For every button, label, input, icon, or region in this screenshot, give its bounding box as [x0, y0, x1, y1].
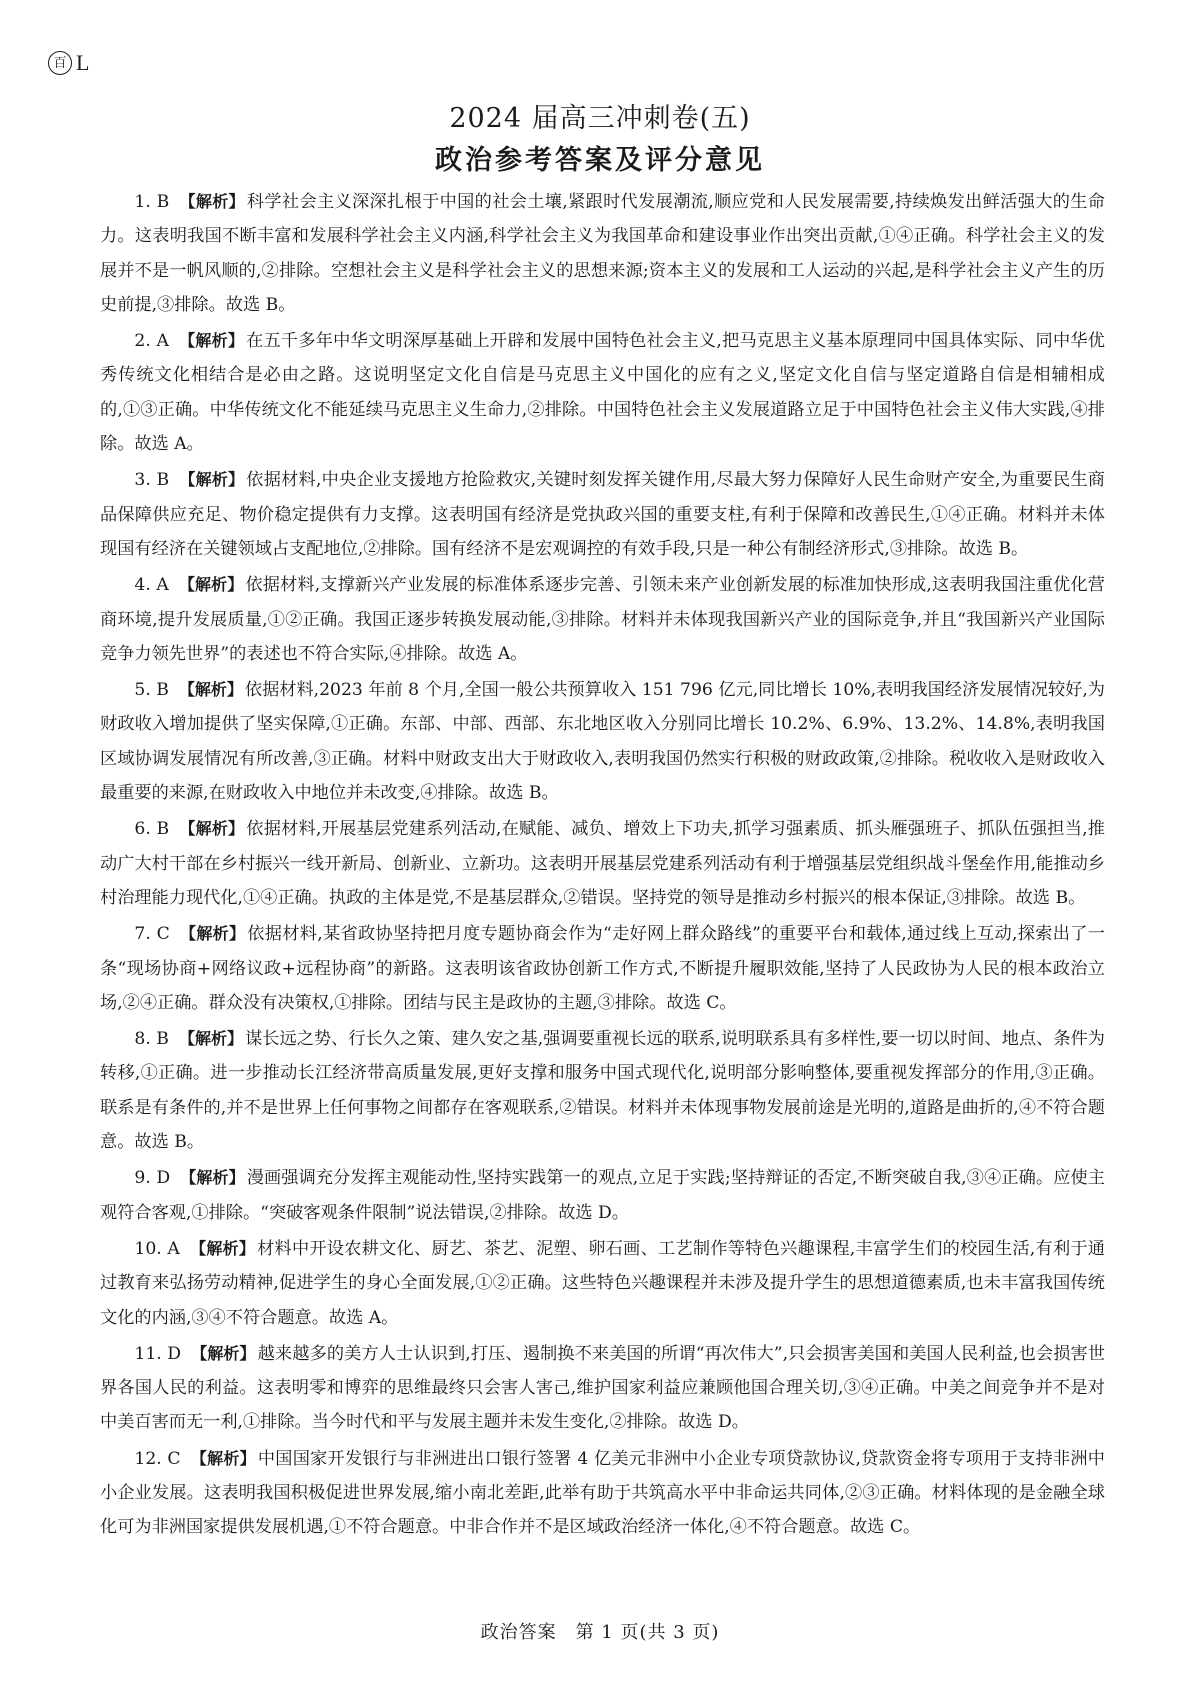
- analysis-tag: 【解析】: [179, 924, 246, 944]
- answer-item-11: [100, 1337, 1105, 1440]
- answer-number: 5. B: [134, 680, 169, 701]
- answer-number: 6. B: [134, 819, 170, 840]
- answer-text: 依据材料,2023 年前 8 个月,全国一般公共预算收入 151 796 亿元,同比增长 10%,表明我国经济发展情况较好,为财政收入增加提供了坚实保障,①正确。东部、中部、西部、东北地区收入分别同比增长 10.2%、6.9%、13.2%、14.8%,表明我国区域协调发展情况有所改善,③正确。材料中财政支出大于财政收入,表明我国仍然实行积极的财政政策,②排除。税收收入是财政收入最重要的来源,在财政收入中地位并未改变,④排除。故选 B。: [100, 680, 1105, 804]
- answer-item-7: [100, 917, 1105, 1020]
- answer-text: 在五千多年中华文明深厚基础上开辟和发展中国特色社会主义,把马克思主义基本原理同中国具体实际、同中华优秀传统文化相结合是必由之路。这说明坚定文化自信是马克思主义中国化的应有之义,坚定文化自信与坚定道路自信是相辅相成的,①③正确。中华传统文化不能延续马克思主义生命力,②排除。中国特色社会主义发展道路立足于中国特色社会主义伟大实践,④排除。故选 A。: [100, 331, 1105, 455]
- answer-text: 依据材料,支撑新兴产业发展的标准体系逐步完善、引领未来产业创新发展的标准加快形成,这表明我国注重优化营商环境,提升发展质量,①②正确。我国正逐步转换发展动能,③排除。材料并未体现我国新兴产业的国际竞争,并且“我国新兴产业国际竞争力领先世界”的表述也不符合实际,④排除。故选 A。: [100, 575, 1105, 664]
- answer-text: 谋长远之势、行长久之策、建久安之基,强调要重视长远的联系,说明联系具有多样性,要一切以时间、地点、条件为转移,①正确。进一步推动长江经济带高质量发展,更好支撑和服务中国式现代化,说明部分影响整体,要重视发挥部分的作用,③正确。联系是有条件的,并不是世界上任何事物之间都存在客观联系,②错误。材料并未体现事物发展前途是光明的,道路是曲折的,④不符合题意。故选 B。: [100, 1029, 1105, 1153]
- answer-item-6: [100, 812, 1105, 915]
- analysis-tag: 【解析】: [179, 819, 245, 839]
- answer-number: 12. C: [134, 1448, 181, 1469]
- analysis-tag: 【解析】: [179, 470, 245, 490]
- answer-text: 依据材料,开展基层党建系列活动,在赋能、减负、增效上下功夫,抓学习强素质、抓头雁强班子、抓队伍强担当,推动广大村干部在乡村振兴一线开新局、创新业、立新功。这表明开展基层党建系列活动有利于增强基层党组织战斗堡垒作用,能推动乡村治理能力现代化,①④正确。执政的主体是党,不是基层群众,②错误。坚持党的领导是推动乡村振兴的根本保证,③排除。故选 B。: [100, 819, 1105, 908]
- answer-number: 9. D: [134, 1168, 171, 1189]
- answer-number: 11. D: [134, 1343, 182, 1364]
- answer-text: 依据材料,某省政协坚持把月度专题协商会作为“走好网上群众路线”的重要平台和载体,通过线上互动,探索出了一条“现场协商+网络议政+远程协商”的新路。这表明该省政协创新工作方式,不断提升履职效能,坚持了人民政协为人民的根本政治立场,②④正确。群众没有决策权,①排除。团结与民主是政协的主题,③排除。故选 C。: [100, 924, 1105, 1013]
- answer-text: 漫画强调充分发挥主观能动性,坚持实践第一的观点,立足于实践;坚持辩证的否定,不断突破自我,③④正确。应使主观符合客观,①排除。“突破客观条件限制”说法错误,②排除。故选 D。: [100, 1168, 1105, 1223]
- answer-text: 科学社会主义深深扎根于中国的社会土壤,紧跟时代发展潮流,顺应党和人民发展需要,持续焕发出鲜活强大的生命力。这表明我国不断丰富和发展科学社会主义内涵,科学社会主义为我国革命和建设事业作出突出贡献,①④正确。科学社会主义的发展并不是一帆风顺的,②排除。空想社会主义是科学社会主义的思想来源;资本主义的发展和工人运动的兴起,是科学社会主义产生的历史前提,③排除。故选 B。: [100, 192, 1105, 315]
- analysis-tag: 【解析】: [191, 1343, 256, 1363]
- analysis-tag: 【解析】: [179, 192, 245, 211]
- answer-item-9: [100, 1161, 1105, 1230]
- answer-number: 7. C: [134, 924, 170, 945]
- corner-letter: L: [76, 50, 90, 75]
- answer-item-4: [100, 568, 1105, 671]
- answer-item-2: [100, 324, 1105, 461]
- answer-number: 8. B: [134, 1029, 169, 1050]
- circled-glyph-icon: 百: [48, 51, 72, 75]
- answer-number: 3. B: [134, 470, 170, 491]
- answer-item-12: [100, 1442, 1105, 1545]
- analysis-tag: 【解析】: [178, 575, 244, 595]
- answer-number: 10. A: [134, 1238, 180, 1259]
- page-title: 2024 届高三冲刺卷(五): [449, 103, 751, 134]
- answer-text: 中国国家开发银行与非洲进出口银行签署 4 亿美元非洲中小企业专项贷款协议,贷款资金将专项用于支持非洲中小企业发展。这表明我国积极促进世界发展,缩小南北差距,此举有助于共筑高水平中非命运共同体,②③正确。材料体现的是金融全球化可为非洲国家提供发展机遇,①不符合题意。中非合作并不是区域政治经济一体化,④不符合题意。故选 C。: [100, 1448, 1105, 1538]
- answer-text: 越来越多的美方人士认识到,打压、遏制换不来美国的所谓“再次伟大”,只会损害美国和美国人民利益,也会损害世界各国人民的利益。这表明零和博弈的思维最终只会害人害己,维护国家利益应兼顾他国合理关切,③④正确。中美之间竞争并不是对中美百害而无一利,①排除。当今时代和平与发展主题并未发生变化,②排除。故选 D。: [100, 1343, 1106, 1433]
- answer-text: 材料中开设农耕文化、厨艺、茶艺、泥塑、卵石画、工艺制作等特色兴趣课程,丰富学生们的校园生活,有利于通过教育来弘扬劳动精神,促进学生的身心全面发展,①②正确。这些特色兴趣课程并未涉及提升学生的思想道德素质,也未丰富我国传统文化的内涵,③④不符合题意。故选 A。: [100, 1238, 1105, 1328]
- analysis-tag: 【解析】: [178, 331, 245, 351]
- page-footer: 政治答案 第 1 页(共 3 页): [480, 1622, 720, 1643]
- answer-text: 依据材料,中央企业支援地方抢险救灾,关键时刻发挥关键作用,尽最大努力保障好人民生命财产安全,为重要民生商品保障供应充足、物价稳定提供有力支撑。这表明国有经济是党执政兴国的重要支柱,有利于保障和改善民生,①④正确。材料并未体现国有经济在关键领域占支配地位,②排除。国有经济不是宏观调控的有效手段,只是一种公有制经济形式,③排除。故选 B。: [100, 470, 1105, 559]
- answer-number: 4. A: [134, 575, 169, 596]
- answer-number: 2. A: [134, 331, 169, 352]
- page-subtitle: 政治参考答案及评分意见: [435, 145, 765, 176]
- answer-item-5: [100, 673, 1105, 810]
- answer-number: 1. B: [134, 192, 170, 212]
- answer-item-1: [100, 185, 1105, 322]
- answer-item-10: [100, 1232, 1105, 1335]
- analysis-tag: 【解析】: [178, 1029, 244, 1049]
- answer-item-3: [100, 463, 1105, 566]
- answer-list: [100, 185, 1105, 1547]
- analysis-tag: 【解析】: [190, 1448, 256, 1468]
- analysis-tag: 【解析】: [189, 1238, 256, 1258]
- analysis-tag: 【解析】: [180, 1168, 245, 1188]
- analysis-tag: 【解析】: [178, 680, 243, 700]
- answer-item-8: [100, 1022, 1105, 1159]
- corner-mark: [48, 50, 89, 76]
